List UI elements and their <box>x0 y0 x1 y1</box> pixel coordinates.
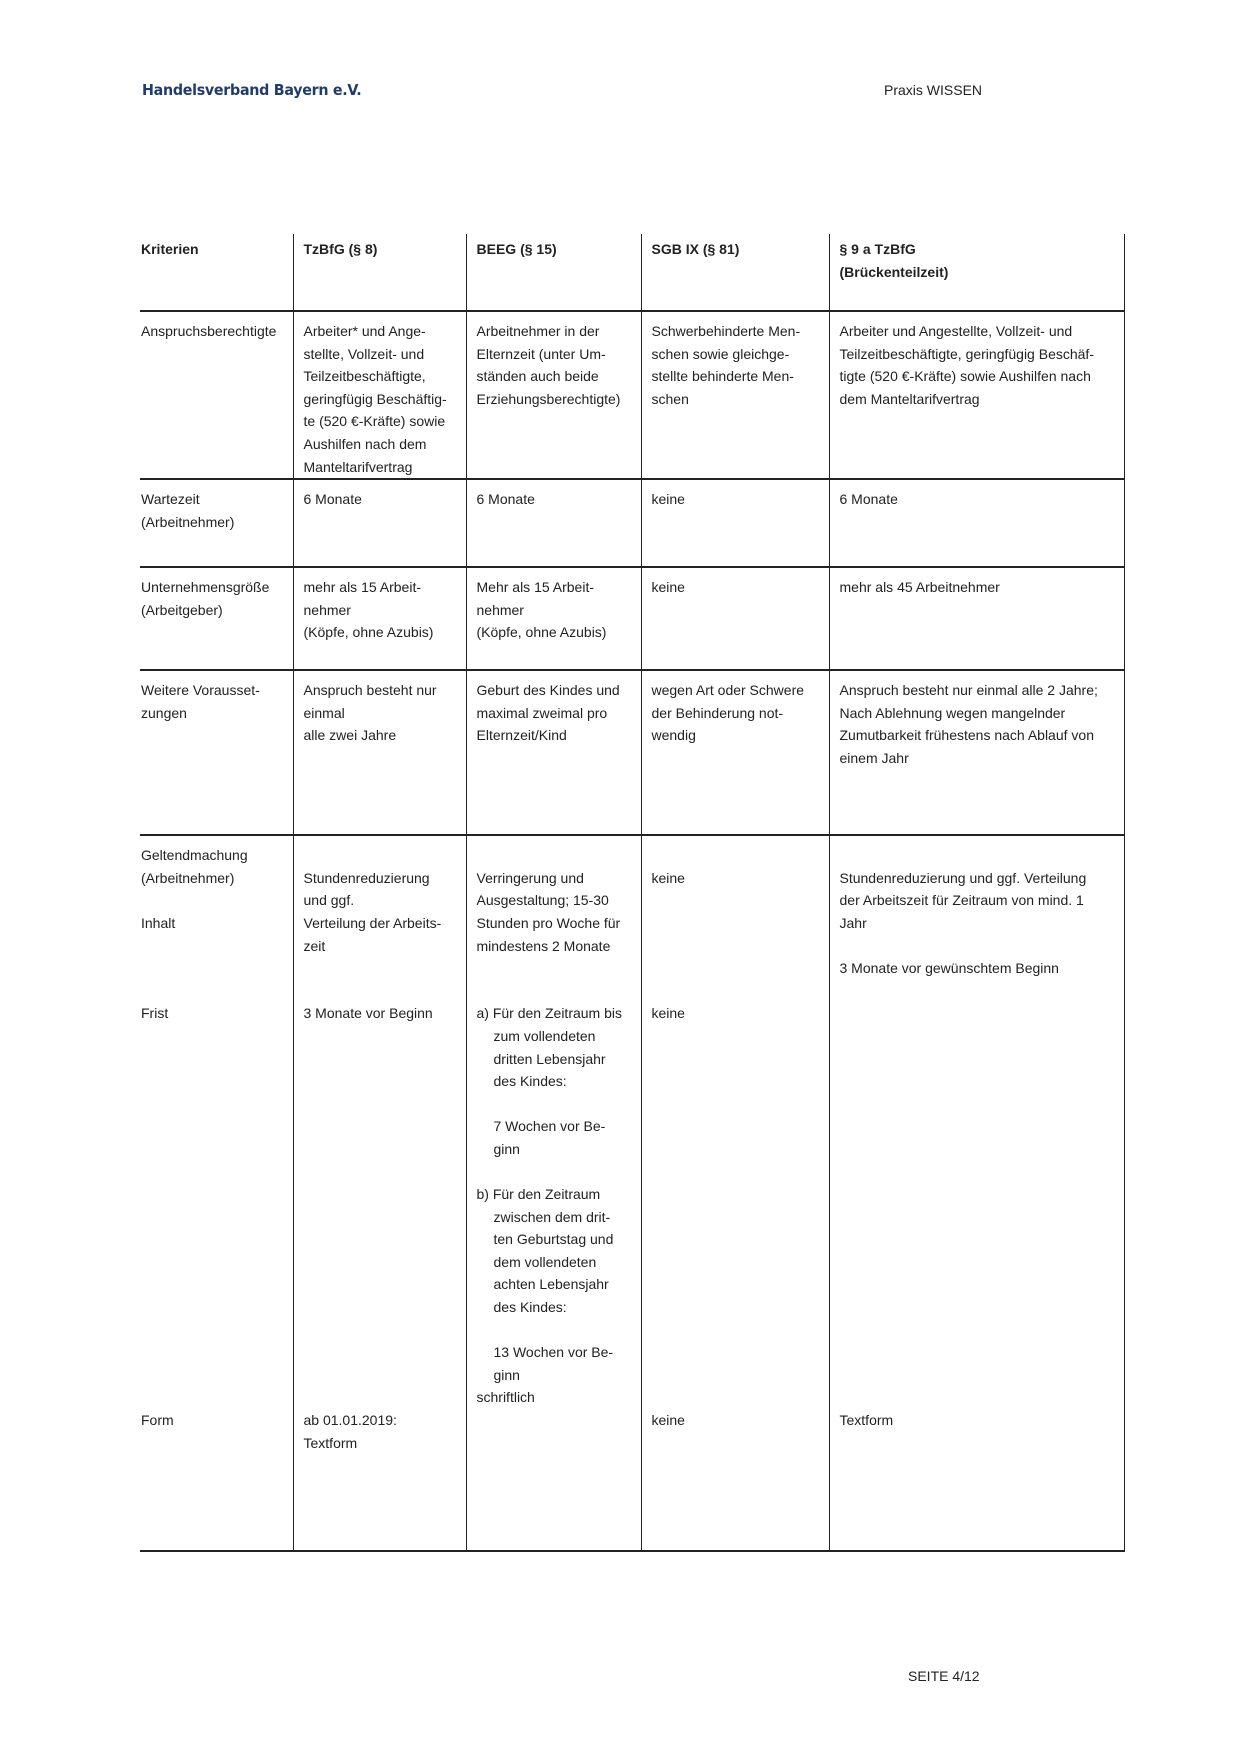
cell-beeg: Geburt des Kindes und maximal zweimal pro Elternzeit/Kind <box>466 670 641 835</box>
table-row-wartezeit <box>140 479 1124 567</box>
cell-sgb: keine <box>641 479 829 567</box>
cell-tzbfg: mehr als 15 Arbeit- nehmer (Köpfe, ohne Azubis) <box>293 567 466 670</box>
cell-brueckenteilzeit: mehr als 45 Arbeitnehmer <box>829 567 1124 670</box>
header-cell-brueckenteilzeit: § 9 a TzBfG (Brückenteilzeit) <box>829 234 1124 311</box>
cell-sgb: keine keine keine <box>641 835 829 1551</box>
header-cell-criteria: Kriterien <box>141 241 199 257</box>
row-label: Weitere Vorausset- zungen <box>140 670 293 835</box>
cell-beeg: Mehr als 15 Arbeit- nehmer (Köpfe, ohne Azubis) <box>466 567 641 670</box>
page-number: SEITE 4/12 <box>908 1668 980 1684</box>
cell-sgb: Schwerbehinderte Men- schen sowie gleichge- stellte behinderte Men- schen <box>641 311 829 479</box>
cell-sgb: wegen Art oder Schwere der Behinderung not- wendig <box>641 670 829 835</box>
row-label: Unternehmensgröße (Arbeitgeber) <box>140 567 293 670</box>
header-cell-tzbfg: TzBfG (§ 8) <box>293 234 466 311</box>
row-label: Anspruchsberechtigte <box>140 311 293 479</box>
table-row-geltendmachung <box>140 835 1124 1551</box>
cell-tzbfg: Anspruch besteht nur einmal alle zwei Jahre <box>293 670 466 835</box>
table-row-unternehmensgroesse <box>140 567 1124 670</box>
header-cell-sgb: SGB IX (§ 81) <box>641 234 829 311</box>
cell-brueckenteilzeit: 6 Monate <box>829 479 1124 567</box>
cell-sgb: keine <box>641 567 829 670</box>
cell-beeg: 6 Monate <box>466 479 641 567</box>
cell-tzbfg: Arbeiter* und Ange- stellte, Vollzeit- und Teilzeitbeschäftigte, geringfügig Beschäftig- te (520 €-Kräfte) sowie Aushilfen nach dem Manteltarifvertrag <box>293 311 466 479</box>
cell-beeg: Arbeitnehmer in der Elternzeit (unter Um- ständen auch beide Erziehungsberechtigte) <box>466 311 641 479</box>
row-label: Geltendmachung (Arbeitnehmer) Inhalt Frist Form <box>140 835 293 1551</box>
table-header-row <box>140 234 1124 311</box>
cell-tzbfg: 6 Monate <box>293 479 466 567</box>
cell-brueckenteilzeit: Arbeiter und Angestellte, Vollzeit- und Teilzeitbeschäftigte, geringfügig Beschäf- tigte (520 €-Kräfte) sowie Aushilfen nach dem Manteltarifvertrag <box>829 311 1124 479</box>
cell-brueckenteilzeit: Anspruch besteht nur einmal alle 2 Jahre; Nach Ablehnung wegen mangelnder Zumutbarkeit frühestens nach Ablauf von einem Jahr <box>829 670 1124 835</box>
organization-logo: Handelsverband Bayern e.V. <box>142 81 362 99</box>
table-row-weitere-voraussetzungen <box>140 670 1124 835</box>
cell-tzbfg: Stundenreduzierung und ggf. Verteilung der Arbeits- zeit 3 Monate vor Beginn ab 01.01.2019: Textform <box>293 835 466 1551</box>
table-row-anspruchsberechtigte <box>140 311 1124 479</box>
row-label: Wartezeit (Arbeitnehmer) <box>140 479 293 567</box>
comparison-table <box>140 234 1125 1552</box>
cell-brueckenteilzeit: Stundenreduzierung und ggf. Verteilung der Arbeitszeit für Zeitraum von mind. 1 Jahr 3 Monate vor gewünschtem Beginn Textform <box>829 835 1124 1551</box>
cell-beeg: Verringerung und Ausgestaltung; 15-30 Stunden pro Woche für mindestens 2 Monate a) Für den Zeitraum bis zum vollendeten dritten Lebensjahr des Kindes: 7 Wochen vor Be- ginn b) Für den Zeitraum zwischen dem drit- ten Geburtstag und dem vollendeten achten Lebensjahr des Kindes: 13 Wochen vor Be- ginn schriftlich <box>466 835 641 1551</box>
header-cell-beeg: BEEG (§ 15) <box>466 234 641 311</box>
header-section-title: Praxis WISSEN <box>884 82 983 98</box>
